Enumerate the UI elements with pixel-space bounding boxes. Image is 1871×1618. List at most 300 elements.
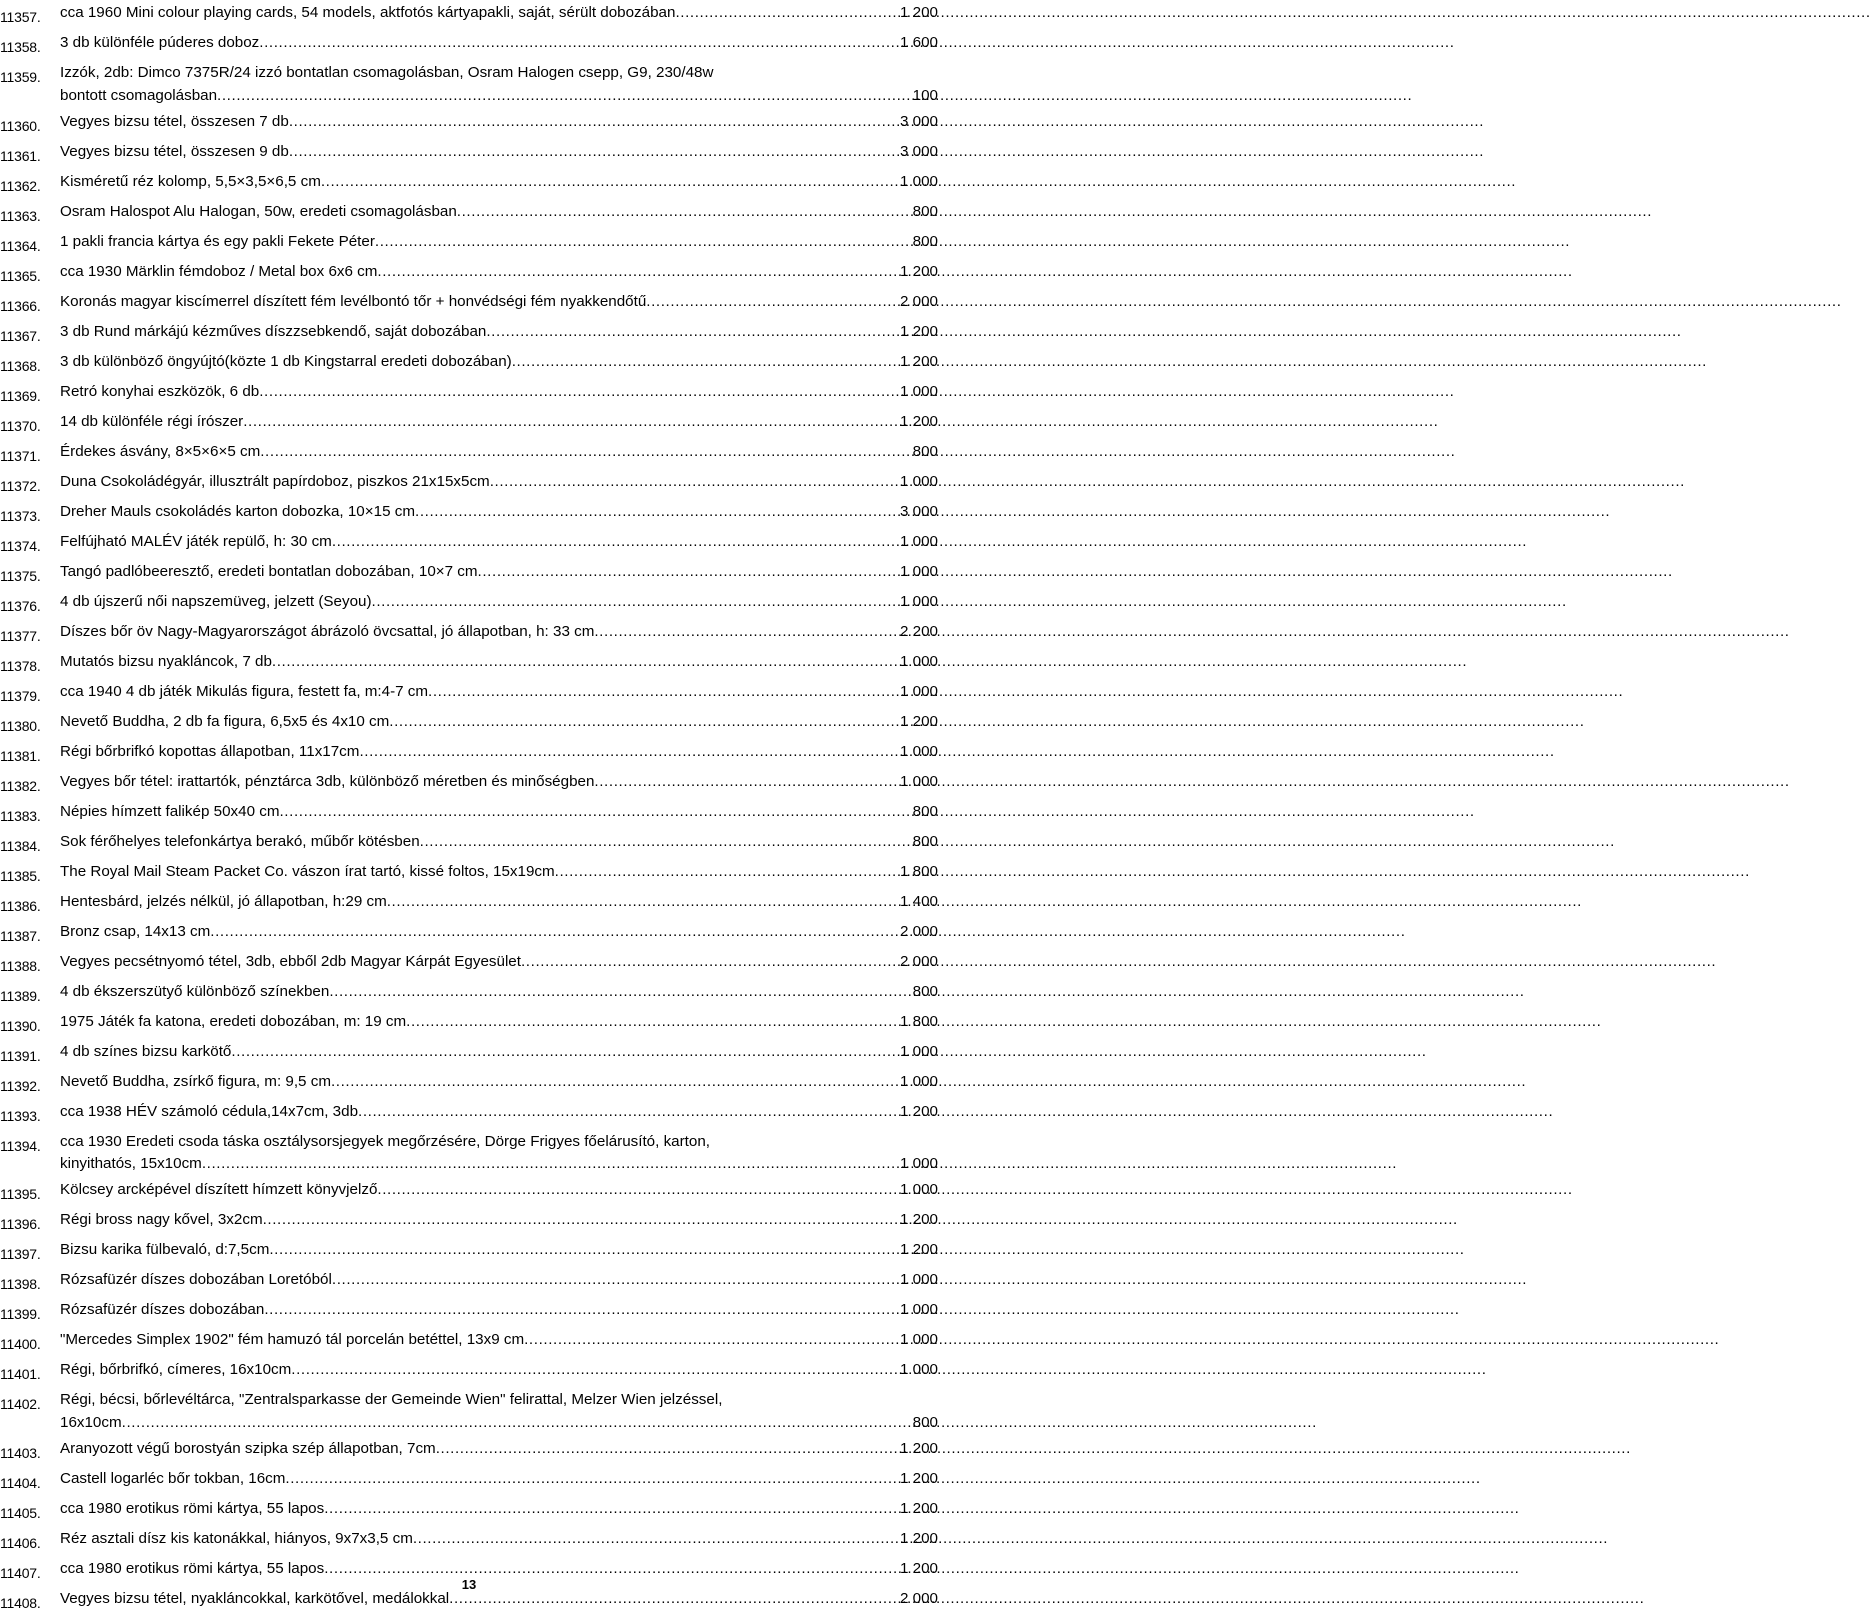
lot-row — [0, 1071, 960, 1098]
lot-number: 11371. — [0, 447, 41, 464]
dot-leader — [269, 1239, 900, 1262]
lot-row — [0, 411, 960, 438]
lot-row — [0, 951, 960, 978]
lot-line — [60, 1438, 938, 1461]
dot-leader — [331, 1071, 900, 1094]
lot-description — [60, 951, 938, 974]
lot-text: Népies hímzett falikép 50x40 cm — [60, 802, 280, 820]
lot-price: 3 000 — [899, 112, 938, 130]
lot-description — [60, 891, 938, 914]
dot-leader — [321, 171, 900, 194]
lot-text: Régi, bőrbrifkó, címeres, 16x10cm — [60, 1361, 292, 1378]
lot-number: 11384. — [0, 837, 41, 854]
lot-price: 1 200 — [899, 1211, 938, 1228]
lot-row — [0, 171, 960, 198]
lot-number: 11399. — [0, 1306, 41, 1322]
lot-row — [0, 2, 960, 29]
lot-price: 1 000 — [899, 532, 938, 550]
lot-text: Bizsu karika fülbevaló, d:7,5cm — [60, 1241, 270, 1258]
lot-line — [60, 1412, 938, 1435]
lot-number: 11396. — [0, 1216, 41, 1232]
dot-leader — [512, 351, 900, 374]
lot-text: 14 db különféle régi írószer — [60, 412, 244, 430]
lot-line — [60, 1359, 938, 1382]
dot-leader — [377, 261, 900, 284]
lot-price: 2 000 — [899, 1589, 938, 1607]
dot-leader — [387, 891, 900, 914]
lot-description — [60, 1528, 938, 1551]
lot-price: 2 200 — [899, 622, 938, 640]
lot-price: 800 — [912, 1413, 938, 1431]
lot-text: The Royal Mail Steam Packet Co. vászon írat tartó, kissé foltos, 15x19cm — [60, 862, 555, 880]
lot-description — [60, 351, 938, 374]
lot-text: bontott csomagolásban — [60, 86, 218, 104]
lot-row — [0, 1209, 960, 1236]
page-number: 13 — [461, 1577, 477, 1592]
dot-leader — [436, 1438, 900, 1461]
lot-line — [60, 771, 938, 794]
lot-description — [60, 441, 938, 464]
dot-leader — [375, 231, 913, 254]
lot-price: 1 200 — [899, 1499, 938, 1517]
lot-price: 1 000 — [899, 172, 938, 190]
lot-line — [60, 1041, 938, 1064]
dot-leader — [521, 951, 900, 974]
lot-line — [60, 32, 938, 55]
dot-leader — [291, 1359, 900, 1382]
lot-text: Kisméretű réz kolomp, 5,5×3,5×6,5 cm — [60, 172, 321, 190]
lot-row — [0, 1359, 960, 1386]
lot-price: 1 000 — [899, 652, 938, 670]
lot-number: 11403. — [0, 1444, 41, 1461]
lot-description — [60, 1389, 938, 1434]
lot-row — [0, 1269, 960, 1296]
lot-number: 11385. — [0, 867, 41, 884]
lot-description — [60, 1468, 938, 1491]
lot-description — [60, 711, 938, 734]
lot-number: 11392. — [0, 1077, 41, 1094]
lot-description — [60, 1239, 938, 1262]
lot-text: Kölcsey arcképével díszített hímzett könyvjelző — [60, 1181, 378, 1198]
lot-line — [60, 501, 938, 524]
lot-row — [0, 141, 960, 168]
dot-leader — [332, 531, 900, 554]
lot-line — [60, 1239, 938, 1262]
lot-description — [60, 651, 938, 674]
lot-number: 11383. — [0, 807, 41, 824]
dot-leader — [263, 1209, 900, 1232]
lot-row — [0, 321, 960, 348]
dot-leader — [389, 711, 900, 734]
lot-price: 1 200 — [899, 262, 938, 280]
dot-leader — [486, 321, 900, 344]
lot-text: Retró konyhai eszközök, 6 db — [60, 382, 260, 400]
lot-line — [60, 561, 938, 584]
lot-price: 800 — [912, 832, 938, 850]
lot-description — [60, 1131, 938, 1176]
lot-number: 11374. — [0, 537, 41, 554]
dot-leader — [358, 1101, 900, 1124]
lot-row — [0, 801, 960, 828]
lot-row — [0, 62, 960, 107]
lot-text: cca 1980 erotikus römi kártya, 55 lapos — [60, 1499, 325, 1517]
lot-price: 2 000 — [899, 952, 938, 970]
lot-row — [0, 32, 960, 59]
lot-text: cca 1938 HÉV számoló cédula,14x7cm, 3db — [60, 1102, 359, 1120]
lot-line — [60, 921, 938, 944]
lot-description — [60, 261, 938, 284]
dot-leader — [372, 591, 900, 614]
lot-text: Hentesbárd, jelzés nélkül, jó állapotban, h:29 cm — [60, 892, 387, 910]
dot-leader — [279, 801, 912, 824]
lot-number: 11402. — [0, 1396, 41, 1412]
dot-leader — [413, 1528, 900, 1551]
lot-price: 3 000 — [899, 142, 938, 160]
dot-leader — [359, 741, 900, 764]
dot-leader — [555, 861, 900, 884]
lot-text: Vegyes bőr tétel: irattartók, pénztárca 3db, különböző méretben és minőségben — [60, 772, 595, 790]
lot-row — [0, 921, 960, 948]
lot-text: Rózsafüzér díszes dobozában — [60, 1301, 265, 1318]
lot-number: 11366. — [0, 297, 41, 314]
lot-price: 1 000 — [899, 742, 938, 760]
lot-price: 1 200 — [899, 1102, 938, 1120]
lot-number: 11397. — [0, 1246, 41, 1262]
lot-row — [0, 1299, 960, 1326]
lot-price: 1 000 — [899, 1331, 938, 1348]
lot-row — [0, 741, 960, 768]
lot-description — [60, 1299, 938, 1322]
lot-description — [60, 531, 938, 554]
lot-row — [0, 1468, 960, 1495]
lot-price: 1 000 — [899, 1301, 938, 1318]
lot-row — [0, 471, 960, 498]
lot-line — [60, 1498, 938, 1521]
dot-leader — [264, 1299, 900, 1322]
lot-row — [0, 261, 960, 288]
lot-text: Vegyes bizsu tétel, nyakláncokkal, karkötővel, medálokkal — [60, 1589, 450, 1607]
lot-number: 11373. — [0, 507, 41, 524]
lot-number: 11394. — [0, 1137, 41, 1154]
lot-description — [60, 831, 938, 854]
lot-price: 1 000 — [899, 772, 938, 790]
lot-description — [60, 1011, 938, 1034]
lot-number: 11398. — [0, 1276, 41, 1292]
lot-number: 11400. — [0, 1336, 41, 1352]
dot-leader — [478, 561, 900, 584]
dot-leader — [202, 1153, 900, 1176]
lot-text: Vegyes pecsétnyomó tétel, 3db, ebből 2db Magyar Kárpát Egyesület — [60, 952, 521, 970]
lot-text: 1 pakli francia kártya és egy pakli Fekete Péter — [60, 232, 375, 250]
lot-row — [0, 1239, 960, 1266]
lot-text: 4 db újszerű női napszemüveg, jelzett (Seyou) — [60, 592, 372, 610]
lot-line — [60, 111, 938, 134]
lot-text: Nevető Buddha, 2 db fa figura, 6,5x5 és 4x10 cm — [60, 712, 390, 730]
lot-price: 1 200 — [899, 712, 938, 730]
lot-text: Tangó padlóbeeresztő, eredeti bontatlan dobozában, 10×7 cm — [60, 562, 478, 580]
dot-leader — [415, 501, 900, 524]
lot-text: Mutatós bizsu nyakláncok, 7 db — [60, 652, 272, 670]
lot-number: 11407. — [0, 1564, 41, 1581]
dot-leader — [259, 32, 900, 55]
lot-row — [0, 1179, 960, 1206]
lot-row — [0, 501, 960, 528]
lot-line — [60, 591, 938, 614]
lot-description — [60, 381, 938, 404]
lot-text: 3 db különféle púderes doboz — [60, 34, 260, 51]
lot-text: Aranyozott végű borostyán szipka szép állapotban, 7cm — [60, 1439, 436, 1457]
lot-price: 1 200 — [899, 1559, 938, 1577]
lot-price: 1 200 — [899, 4, 938, 21]
lot-number: 11382. — [0, 777, 41, 794]
dot-leader — [594, 771, 900, 794]
lot-line — [60, 861, 938, 884]
lot-line — [60, 85, 938, 108]
lot-price: 1 000 — [899, 1361, 938, 1378]
lot-description — [60, 201, 938, 224]
dot-leader — [259, 381, 900, 404]
lot-number: 11372. — [0, 477, 41, 494]
lot-description — [60, 861, 938, 884]
lot-text: Felfújható MALÉV játék repülő, h: 30 cm — [60, 532, 332, 550]
lot-description — [60, 501, 938, 524]
lot-description — [60, 1101, 938, 1124]
lot-text: cca 1960 Mini colour playing cards, 54 models, aktfotós kártyapakli, saját, sérült dobozában — [60, 4, 676, 21]
lot-row — [0, 1131, 960, 1176]
lot-number: 11391. — [0, 1047, 41, 1064]
dot-leader — [406, 1011, 900, 1034]
lot-description — [60, 62, 938, 107]
lot-description — [60, 141, 938, 164]
lot-price: 3 000 — [899, 502, 938, 520]
lot-row — [0, 111, 960, 138]
lot-price: 1 200 — [899, 352, 938, 370]
lot-description — [60, 111, 938, 134]
lot-number: 11404. — [0, 1474, 41, 1491]
lot-description — [60, 231, 938, 254]
lot-number: 11358. — [0, 39, 41, 55]
lot-text: Érdekes ásvány, 8×5×6×5 cm — [60, 442, 261, 460]
dot-leader — [420, 831, 913, 854]
lot-number: 11376. — [0, 597, 41, 614]
lot-line — [60, 1329, 938, 1352]
lot-line — [60, 1153, 938, 1176]
lot-line — [60, 1101, 938, 1124]
lot-number: 11359. — [0, 69, 41, 85]
lot-description — [60, 32, 938, 55]
lot-price: 1 000 — [899, 1072, 938, 1090]
lot-price: 1 000 — [899, 592, 938, 610]
lot-number: 11362. — [0, 177, 41, 194]
lot-text: cca 1940 4 db játék Mikulás figura, festett fa, m:4-7 cm — [60, 682, 429, 700]
lot-description — [60, 411, 938, 434]
dot-leader — [231, 1041, 900, 1064]
lot-line — [60, 981, 938, 1004]
lot-description — [60, 981, 938, 1004]
lot-text: Castell logarléc bőr tokban, 16cm — [60, 1469, 286, 1487]
lot-text: Duna Csokoládégyár, illusztrált papírdoboz, piszkos 21x15x5cm — [60, 472, 490, 490]
lot-description — [60, 1438, 938, 1461]
lot-description — [60, 471, 938, 494]
lot-text: 4 db színes bizsu karkötő — [60, 1042, 232, 1060]
lot-price: 2 000 — [899, 922, 938, 940]
lot-price: 1 000 — [899, 1271, 938, 1288]
lot-description — [60, 801, 938, 824]
lot-number: 11381. — [0, 747, 41, 764]
lot-row — [0, 351, 960, 378]
lot-description — [60, 171, 938, 194]
lot-number: 11406. — [0, 1534, 41, 1551]
lot-row — [0, 621, 960, 648]
lot-line — [60, 1528, 938, 1551]
lot-price: 1 000 — [899, 682, 938, 700]
dot-leader — [428, 681, 900, 704]
lot-row — [0, 681, 960, 708]
lot-row — [0, 441, 960, 468]
lot-number: 11361. — [0, 147, 41, 164]
dot-leader — [329, 981, 912, 1004]
lot-line — [60, 1071, 938, 1094]
lot-text: Díszes bőr öv Nagy-Magyarországot ábrázoló övcsattal, jó állapotban, h: 33 cm — [60, 622, 595, 640]
lot-row — [0, 1011, 960, 1038]
lot-line — [60, 741, 938, 764]
lot-description — [60, 561, 938, 584]
lot-description — [60, 2, 938, 25]
lot-price: 1 000 — [899, 1042, 938, 1060]
lot-number: 11390. — [0, 1017, 41, 1034]
lot-text-first-line: Régi, bécsi, bőrlevéltárca, "Zentralsparkasse der Gemeinde Wien" felirattal, Melzer Wien jelzéssel, — [60, 1391, 723, 1408]
lot-line — [60, 171, 938, 194]
dot-leader — [377, 1179, 900, 1202]
lot-row — [0, 861, 960, 888]
lot-line — [60, 1299, 938, 1322]
lot-row — [0, 291, 960, 318]
lot-line — [60, 2, 938, 25]
lot-price: 1 800 — [899, 1012, 938, 1030]
lot-text: cca 1980 erotikus römi kártya, 55 lapos — [60, 1559, 325, 1577]
lot-number: 11364. — [0, 237, 41, 254]
lot-line — [60, 1468, 938, 1491]
lot-line — [60, 1209, 938, 1232]
lot-line — [60, 261, 938, 284]
lot-price: 1 600 — [899, 34, 938, 51]
lot-number: 11395. — [0, 1186, 41, 1202]
lot-row — [0, 1329, 960, 1356]
dot-leader — [260, 441, 912, 464]
lot-price: 800 — [912, 802, 938, 820]
dot-leader — [217, 85, 913, 108]
lot-line — [60, 141, 938, 164]
lot-price: 800 — [912, 232, 938, 250]
lot-number: 11389. — [0, 987, 41, 1004]
lot-row — [0, 831, 960, 858]
dot-leader — [272, 651, 900, 674]
dot-leader — [524, 1329, 900, 1352]
lot-text: Vegyes bizsu tétel, összesen 7 db — [60, 112, 289, 130]
lot-row — [0, 1498, 960, 1525]
lot-number: 11360. — [0, 117, 41, 134]
dot-leader — [289, 141, 900, 164]
lot-description — [60, 621, 938, 644]
lot-text: Bronz csap, 14x13 cm — [60, 922, 211, 940]
lot-price: 800 — [912, 202, 938, 220]
lot-line — [60, 531, 938, 554]
lot-line — [60, 651, 938, 674]
lot-line — [60, 621, 938, 644]
lot-text: Réz asztali dísz kis katonákkal, hiányos, 9x7x3,5 cm — [60, 1529, 413, 1547]
lot-description — [60, 1209, 938, 1232]
lot-text: 4 db ékszerszütyő különböző színekben — [60, 982, 330, 1000]
lot-price: 100 — [912, 86, 938, 104]
lot-line — [60, 411, 938, 434]
lot-description — [60, 771, 938, 794]
lot-text-first-line: cca 1930 Eredeti csoda táska osztálysorsjegyek megőrzésére, Dörge Frigyes főelárusító, karton, — [60, 1132, 710, 1150]
lot-price: 1 200 — [899, 412, 938, 430]
dot-leader — [457, 201, 913, 224]
lot-line — [60, 1269, 938, 1292]
lot-number: 11405. — [0, 1504, 41, 1521]
lot-text: Nevető Buddha, zsírkő figura, m: 9,5 cm — [60, 1072, 331, 1090]
lot-price: 800 — [912, 442, 938, 460]
lot-price: 1 200 — [899, 322, 938, 340]
lot-line — [60, 201, 938, 224]
lot-price: 1 000 — [899, 382, 938, 400]
lot-number: 11370. — [0, 417, 41, 434]
lot-description — [60, 1498, 938, 1521]
lot-text: kinyithatós, 15x10cm — [60, 1155, 202, 1172]
lot-number: 11365. — [0, 267, 41, 284]
dot-leader — [646, 291, 900, 314]
lot-number: 11375. — [0, 567, 41, 584]
lot-description — [60, 1179, 938, 1202]
lot-line — [60, 471, 938, 494]
lot-number: 11368. — [0, 357, 41, 374]
lot-text: 1975 Játék fa katona, eredeti dobozában, m: 19 cm — [60, 1012, 407, 1030]
lot-description — [60, 1269, 938, 1292]
lot-row — [0, 981, 960, 1008]
lot-price: 1 000 — [899, 472, 938, 490]
lot-row — [0, 201, 960, 228]
lot-number: 11378. — [0, 657, 41, 674]
lot-row — [0, 381, 960, 408]
lot-description — [60, 591, 938, 614]
lot-text: 3 db Rund márkájú kézműves díszzsebkendő, saját dobozában — [60, 322, 487, 340]
lot-number: 11363. — [0, 207, 41, 224]
lot-line — [60, 711, 938, 734]
lot-line — [60, 831, 938, 854]
lot-text: 3 db különböző öngyújtó(közte 1 db Kingstarral eredeti dobozában) — [60, 352, 512, 370]
lot-text: Régi bőrbrifkó kopottas állapotban, 11x17cm — [60, 742, 360, 760]
lot-text: Dreher Mauls csokoládés karton dobozka, 10×15 cm — [60, 502, 415, 520]
lot-text: 16x10cm — [60, 1413, 122, 1431]
lot-line — [60, 1011, 938, 1034]
lot-number: 11408. — [0, 1594, 41, 1611]
lot-price: 1 000 — [899, 1155, 938, 1172]
lot-number: 11401. — [0, 1366, 41, 1382]
lot-number: 11393. — [0, 1107, 41, 1124]
lot-description — [60, 741, 938, 764]
lot-description — [60, 1041, 938, 1064]
lot-row — [0, 711, 960, 738]
lot-description — [60, 921, 938, 944]
lot-line — [60, 891, 938, 914]
dot-leader — [285, 1468, 900, 1491]
lot-number: 11387. — [0, 927, 41, 944]
lot-text: Rózsafüzér díszes dobozában Loretóból — [60, 1271, 332, 1288]
dot-leader — [122, 1412, 913, 1435]
lot-price: 1 200 — [899, 1241, 938, 1258]
lot-description — [60, 321, 938, 344]
